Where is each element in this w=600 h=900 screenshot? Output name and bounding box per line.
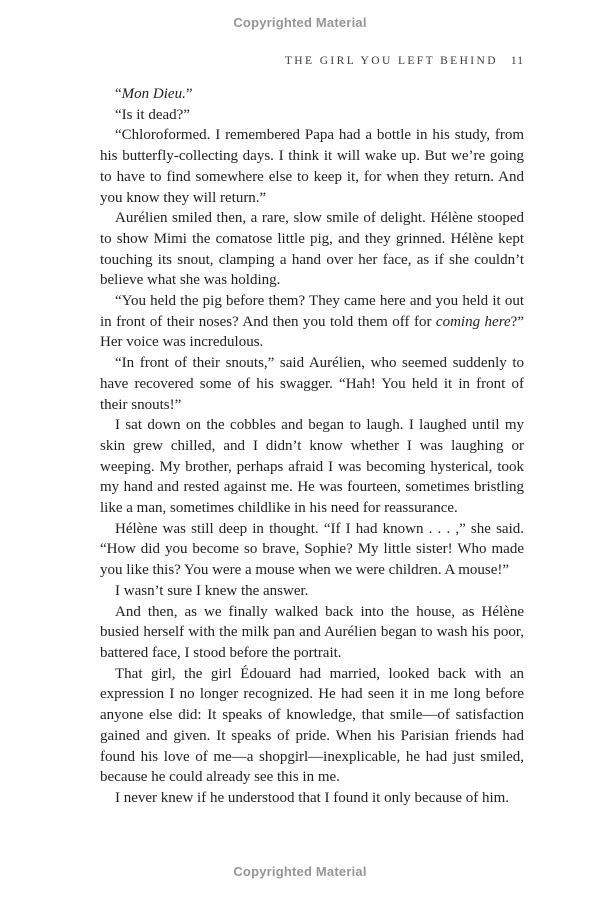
paragraph: “In front of their snouts,” said Aurélien, who seemed suddenly to have recovered some of his swagger. “Hah! You held it in front of their snouts!” — [100, 355, 524, 413]
paragraph: “Is it dead?” — [115, 106, 190, 123]
paragraph: I never knew if he understood that I found it only because of him. — [115, 789, 510, 806]
paragraph: Hélène was still deep in thought. “If I had known . . . ,” she said. “How did you become so brave, Sophie? My little sister! Who made you like this? You were a mouse when we were children. A mouse!” — [100, 520, 524, 579]
body-text — [100, 84, 524, 809]
paragraph: “Mon Dieu.” — [115, 86, 193, 102]
paragraph: I wasn’t sure I knew the answer. — [115, 582, 309, 599]
paragraph: “Chloroformed. I remembered Papa had a bottle in his study, from his butterfly-collecting days. I think it will wake up. But we’re going to have to find somewhere else to keep it, for when they return. And you know they will return.” — [100, 127, 524, 206]
paragraph: “You held the pig before them? They came here and you held it out in front of their noses? And then you told them off for coming here?” Her voice was incredulous. — [100, 293, 524, 351]
running-head-title: THE GIRL YOU LEFT BEHIND — [284, 55, 498, 67]
copyright-notice-top: Copyrighted Material — [233, 15, 367, 30]
running-head — [100, 55, 524, 67]
paragraph: I sat down on the cobbles and began to laugh. I laughed until my skin grew chilled, and I didn’t know whether I was laughing or weeping. My brother, perhaps afraid I was becoming hysterical, took my hand and rested against me. He was fourteen, sometimes bristling like a man, sometimes childlike in his need for reassurance. — [100, 417, 524, 517]
paragraph: Aurélien smiled then, a rare, slow smile of delight. Hélène stooped to show Mimi the comatose little pig, and they grinned. Hélène kept touching its snout, clamping a hand over her face, as if she couldn’t believe what she was holding. — [100, 210, 524, 289]
paragraph: That girl, the girl Édouard had married, looked back with an expression I no longer recognized. He had seen it in me long before anyone else did: It speaks of knowledge, that smile—of satisfaction gained and given. It speaks of pride. When his Parisian friends had found his love of me—a shopgirl—inexplicable, he had just smiled, because he could already see this in me. — [100, 665, 524, 786]
copyright-notice-bottom: Copyrighted Material — [233, 864, 367, 879]
paragraph: And then, as we finally walked back into the house, as Hélène busied herself with the milk pan and Aurélien began to wash his poor, battered face, I stood before the portrait. — [100, 603, 524, 661]
page-number: 11 — [510, 55, 524, 67]
